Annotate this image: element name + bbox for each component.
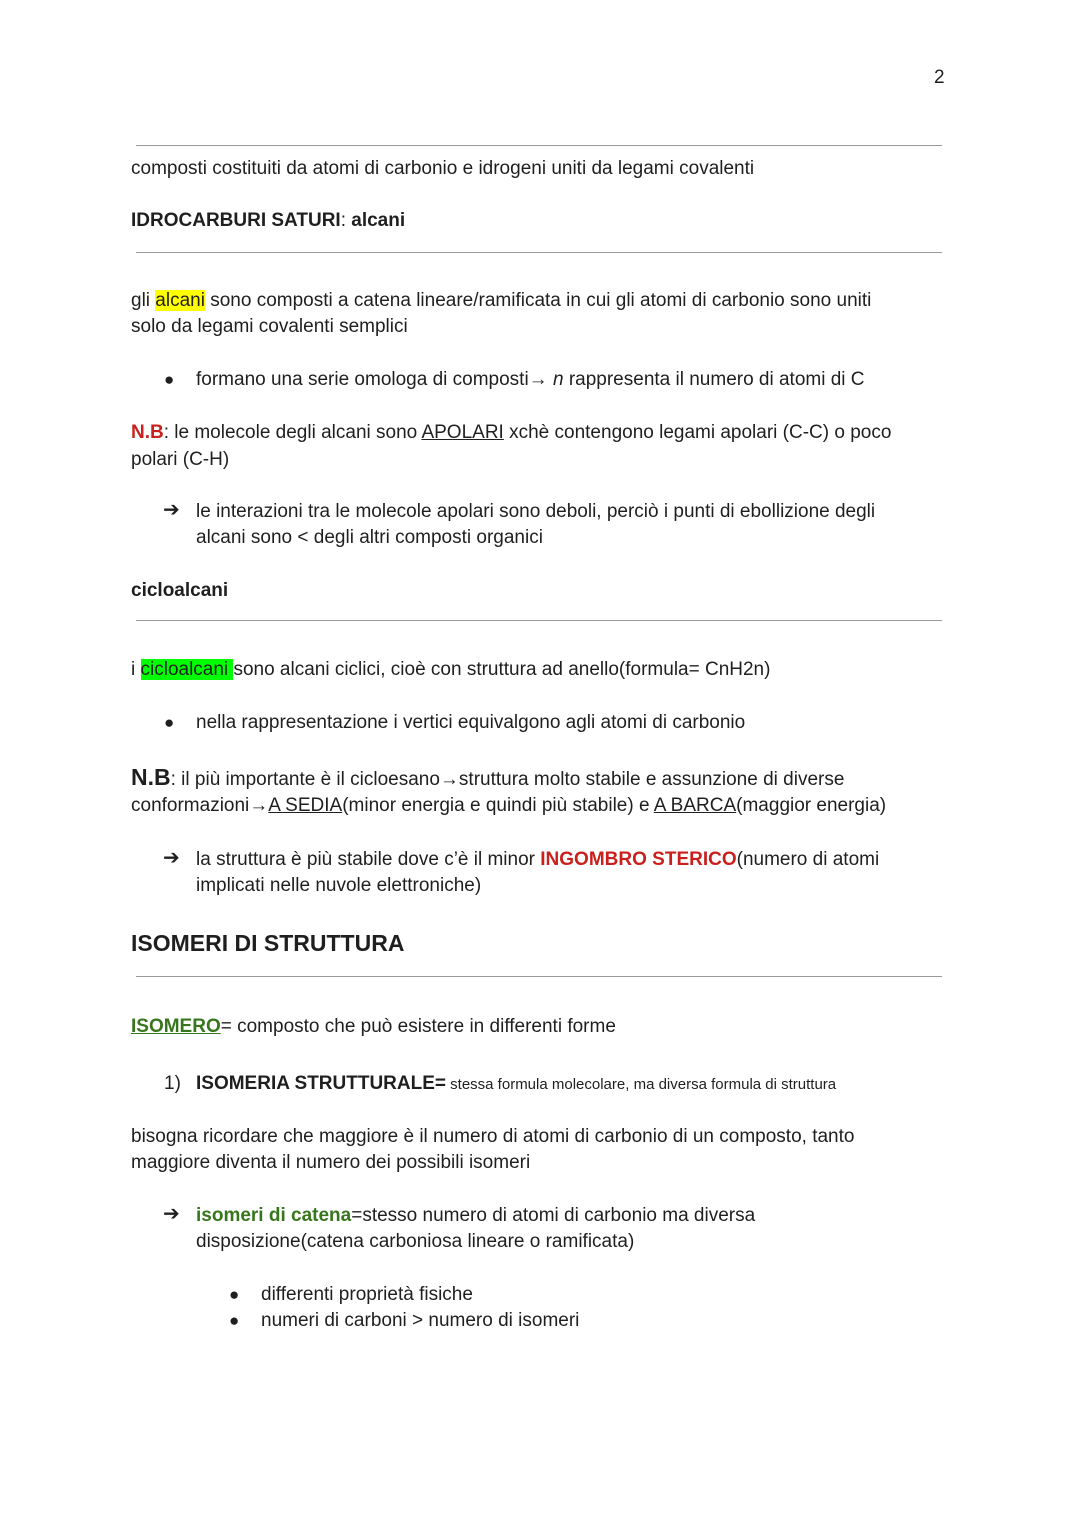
isomero-definition: ISOMERO= composto che può esistere in differenti forme xyxy=(131,1016,616,1037)
isomeri-catena-line-2: disposizione(catena carboniosa lineare o ramificata) xyxy=(196,1231,635,1252)
subtitle-idrocarburi: IDROCARBURI SATURI: alcani xyxy=(131,210,406,231)
bullet-icon: ● xyxy=(229,1311,240,1330)
alcani-paragraph-line-1: gli alcani sono composti a catena lineare/ramificata in cui gli atomi di carbonio sono uniti xyxy=(131,290,872,311)
divider xyxy=(136,620,942,621)
arrow-icon: ➔ xyxy=(163,1203,180,1225)
cicloalcani-arrow-line-2: implicati nelle nuvole elettroniche) xyxy=(196,875,482,896)
intro-line: composti costituiti da atomi di carbonio e idrogeni uniti da legami covalenti xyxy=(131,158,755,179)
cicloalcani-nb-line-1: N.B: il più importante è il cicloesano→struttura molto stabile e assunzione di diverse xyxy=(131,764,845,790)
cicloalcani-bullet: nella rappresentazione i vertici equivalgono agli atomi di carbonio xyxy=(196,712,746,733)
alcani-nb-line-2: polari (C-H) xyxy=(131,449,230,470)
divider xyxy=(136,252,942,253)
alcani-bullet: formano una serie omologa di composti→ n rappresenta il numero di atomi di C xyxy=(196,369,865,390)
arrow-icon: ➔ xyxy=(163,499,180,521)
bullet-icon: ● xyxy=(164,370,175,389)
divider xyxy=(136,976,942,977)
alcani-paragraph-line-2: solo da legami covalenti semplici xyxy=(131,316,408,337)
cicloalcani-paragraph: i cicloalcani sono alcani ciclici, cioè con struttura ad anello(formula= CnH2n) xyxy=(131,659,771,680)
bullet-icon: ● xyxy=(229,1285,240,1304)
page-number: 2 xyxy=(934,67,945,88)
isomeri-paragraph-line-2: maggiore diventa il numero dei possibili isomeri xyxy=(131,1152,531,1173)
subtitle-cicloalcani: cicloalcani xyxy=(131,580,229,601)
alcani-arrow-line-2: alcani sono < degli altri composti organici xyxy=(196,527,543,548)
alcani-arrow-line-1: le interazioni tra le molecole apolari sono deboli, perciò i punti di ebollizione degli xyxy=(196,501,876,522)
isomeri-catena-line-1: isomeri di catena=stesso numero di atomi di carbonio ma diversa xyxy=(196,1205,756,1226)
cicloalcani-arrow-line-1: la struttura è più stabile dove c’è il minor INGOMBRO STERICO(numero di atomi xyxy=(196,849,880,870)
arrow-icon: ➔ xyxy=(163,847,180,869)
heading-isomeri: ISOMERI DI STRUTTURA xyxy=(131,930,405,956)
bullet-icon: ● xyxy=(164,713,175,732)
isomeri-paragraph-line-1: bisogna ricordare che maggiore è il numero di atomi di carbonio di un composto, tanto xyxy=(131,1126,855,1147)
list-item: differenti proprietà fisiche xyxy=(261,1284,473,1305)
divider xyxy=(136,145,942,146)
list-number: 1) xyxy=(164,1073,181,1094)
alcani-nb-line-1: N.B: le molecole degli alcani sono APOLARI xchè contengono legami apolari (C-C) o poco xyxy=(131,422,892,443)
cicloalcani-nb-line-2: conformazioni→A SEDIA(minor energia e quindi più stabile) e A BARCA(maggior energia) xyxy=(131,795,887,816)
isomeria-strutturale: ISOMERIA STRUTTURALE= stessa formula molecolare, ma diversa formula di struttura xyxy=(196,1073,837,1094)
list-item: numeri di carboni > numero di isomeri xyxy=(261,1310,580,1331)
